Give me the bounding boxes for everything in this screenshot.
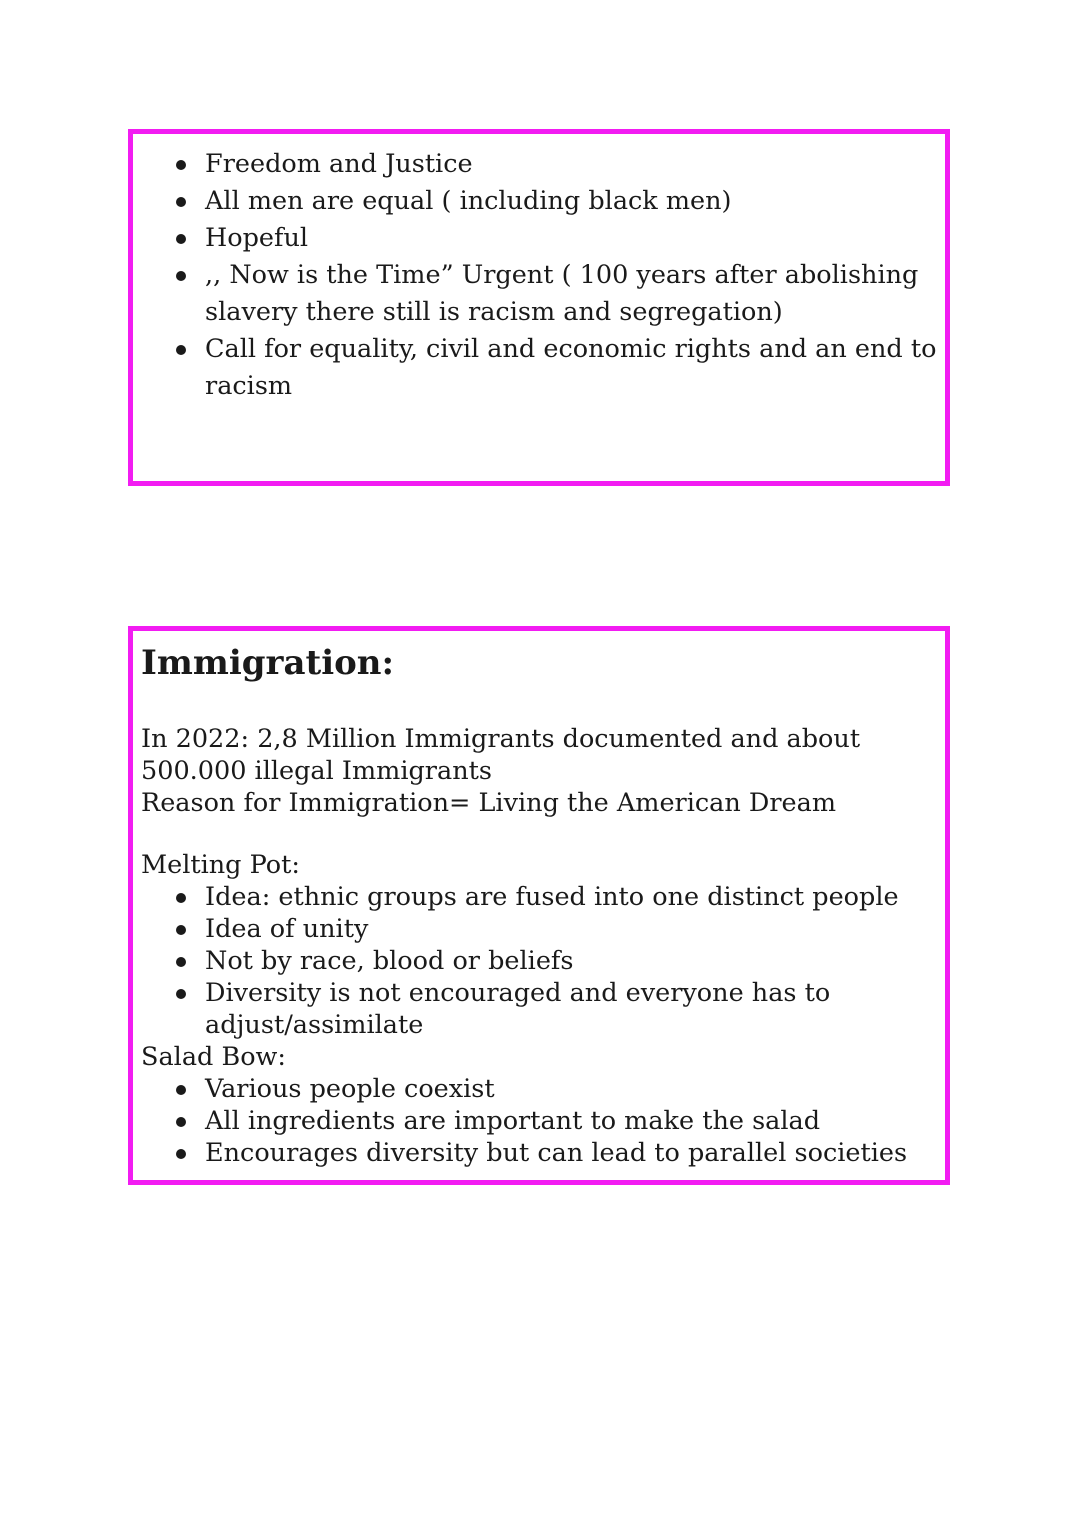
list-item: Encourages diversity but can lead to parallel societies — [141, 1137, 945, 1169]
melting-pot-list — [141, 881, 945, 1041]
list-item: Idea: ethnic groups are fused into one distinct people — [141, 881, 945, 913]
melting-pot-label: Melting Pot: — [141, 850, 300, 880]
list-item: Idea of unity — [141, 913, 945, 945]
list-item: Freedom and Justice — [133, 146, 945, 183]
stats-line: 500.000 illegal Immigrants — [141, 756, 492, 786]
values-box — [128, 129, 950, 486]
immigration-box — [128, 626, 950, 1185]
list-item: Hopeful — [133, 220, 945, 257]
list-item: Diversity is not encouraged and everyone has to adjust/assimilate — [141, 977, 945, 1041]
immigration-stats — [141, 723, 945, 819]
immigration-heading: Immigration: — [141, 643, 395, 683]
list-item: ,, Now is the Time” Urgent ( 100 years after abolishing slavery there still is racism and segregation) — [133, 257, 945, 331]
salad-bowl-list — [141, 1073, 945, 1169]
values-bullet-list — [133, 134, 945, 405]
list-item: All men are equal ( including black men) — [133, 183, 945, 220]
list-item: Various people coexist — [141, 1073, 945, 1105]
immigration-content — [133, 631, 945, 1169]
list-item: Call for equality, civil and economic rights and an end to racism — [133, 331, 945, 405]
immigration-reason: Reason for Immigration= Living the American Dream — [141, 788, 837, 818]
salad-bowl-label: Salad Bow: — [141, 1042, 286, 1072]
list-item: Not by race, blood or beliefs — [141, 945, 945, 977]
stats-line: In 2022: 2,8 Million Immigrants documented and about — [141, 724, 861, 754]
list-item: All ingredients are important to make the salad — [141, 1105, 945, 1137]
